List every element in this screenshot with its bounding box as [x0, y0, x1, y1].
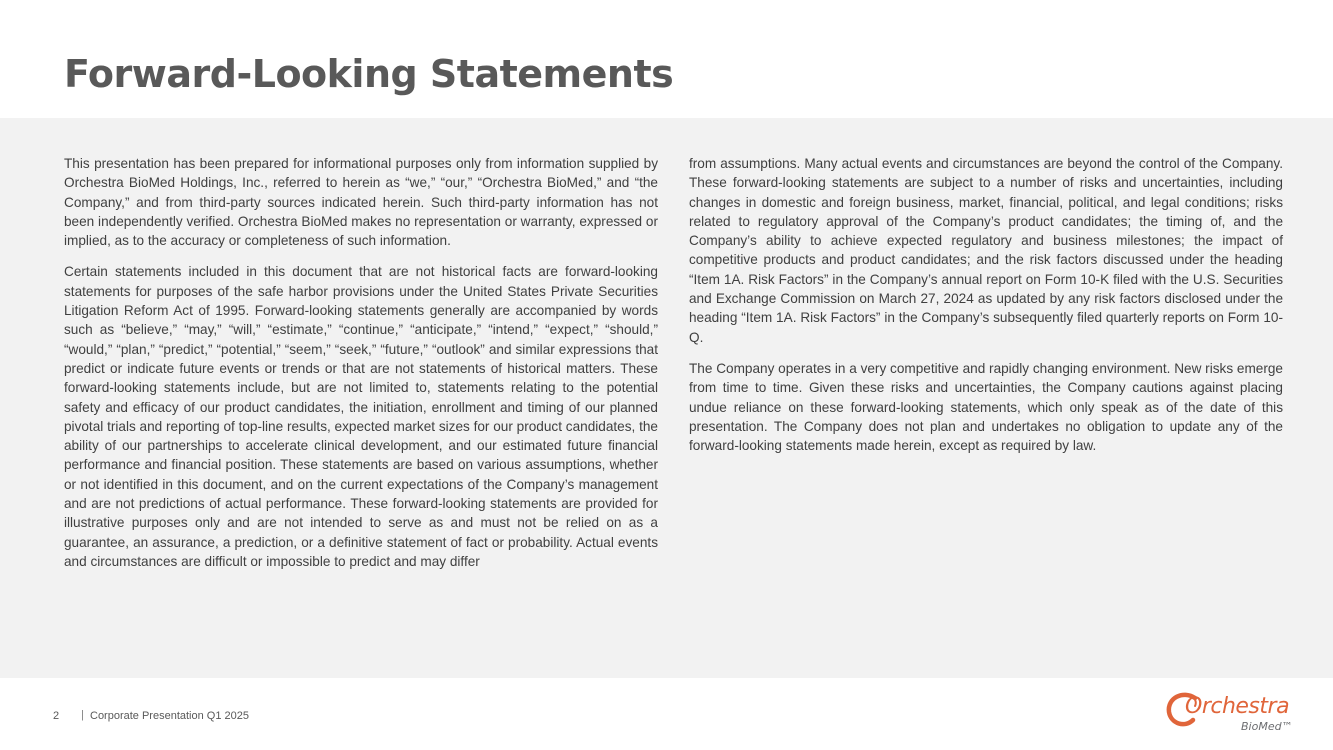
- company-logo: [1165, 690, 1295, 736]
- competitive-environment-paragraph: The Company operates in a very competitive and rapidly changing environment. New risks emerge from time to time. Given these risks and uncertainties, the Company cautions against placing undue reliance on these forward-looking statements, which only speak as of the date of this presentation. The Company does not plan and undertakes no obligation to update any of the forward-looking statements made herein, except as required by law.: [689, 360, 1283, 454]
- logo-subtext: BioMed™: [1241, 720, 1293, 733]
- slide-footer: [0, 678, 1333, 750]
- disclaimer-paragraph: This presentation has been prepared for informational purposes only from information supplied by Orchestra BioMed Holdings, Inc., referred to herein as “we,” “our,” “Orchestra BioMed,” and “the Company,” and from third-party sources indicated herein. Such third-party information has not been independently verified. Orchestra BioMed makes no representation or warranty, expressed or implied, as to the accuracy or completeness of such information.: [64, 156, 658, 249]
- right-column: [689, 154, 1283, 467]
- page-number: 2: [53, 710, 60, 722]
- risks-paragraph: from assumptions. Many actual events and circumstances are beyond the control of the Company. These forward-looking statements are subject to a number of risks and uncertainties, including changes in domestic and foreign business, market, financial, political, and legal conditions; risks related to regulatory approval of the Company’s product candidates; the timing of, and the Company’s ability to achieve expected regulatory and business milestones; the impact of competitive products and product candidates; and the risk factors discussed under the heading “Item 1A. Risk Factors” in the Company’s annual report on Form 10-K filed with the U.S. Securities and Exchange Commission on March 27, 2024 as updated by any risk factors disclosed under the heading “Item 1A. Risk Factors” in the Company’s subsequently filed quarterly reports on Form 10-Q.: [689, 156, 1283, 345]
- content-panel: [0, 118, 1333, 678]
- page-title: Forward-Looking Statements: [64, 52, 674, 96]
- logo-wordmark: Orchestra: [1185, 694, 1290, 719]
- footer-label: Corporate Presentation Q1 2025: [90, 710, 249, 722]
- left-column: [64, 154, 658, 583]
- footer-separator: |: [81, 709, 84, 721]
- slide-header: [0, 0, 1333, 118]
- forward-looking-paragraph: Certain statements included in this document that are not historical facts are forward-looking statements for purposes of the safe harbor provisions under the United States Private Securities Litigation Reform Act of 1995. Forward-looking statements generally are accompanied by words such as “believe,” “may,” “will,” “estimate,” “continue,” “anticipate,” “intend,” “expect,” “should,” “would,” “plan,” “predict,” “potential,” “seem,” “seek,” “future,” “outlook” and similar expressions that predict or indicate future events or trends or that are not statements of historical matters. These forward-looking statements include, but are not limited to, statements relating to the potential safety and efficacy of our product candidates, the initiation, enrollment and timing of our planned pivotal trials and reporting of top-line results, expected market sizes for our product candidates, the ability of our partnerships to accelerate clinical development, and our estimated future financial performance and financial position. These statements are based on various assumptions, whether or not identified in this document, and on the current expectations of the Company’s management and are not predictions of actual performance. These forward-looking statements are provided for illustrative purposes only and are not intended to serve as and must not be relied on as a guarantee, an assurance, a prediction, or a definitive statement of fact or probability. Actual events and circumstances are difficult or impossible to predict and may differ: [64, 264, 658, 569]
